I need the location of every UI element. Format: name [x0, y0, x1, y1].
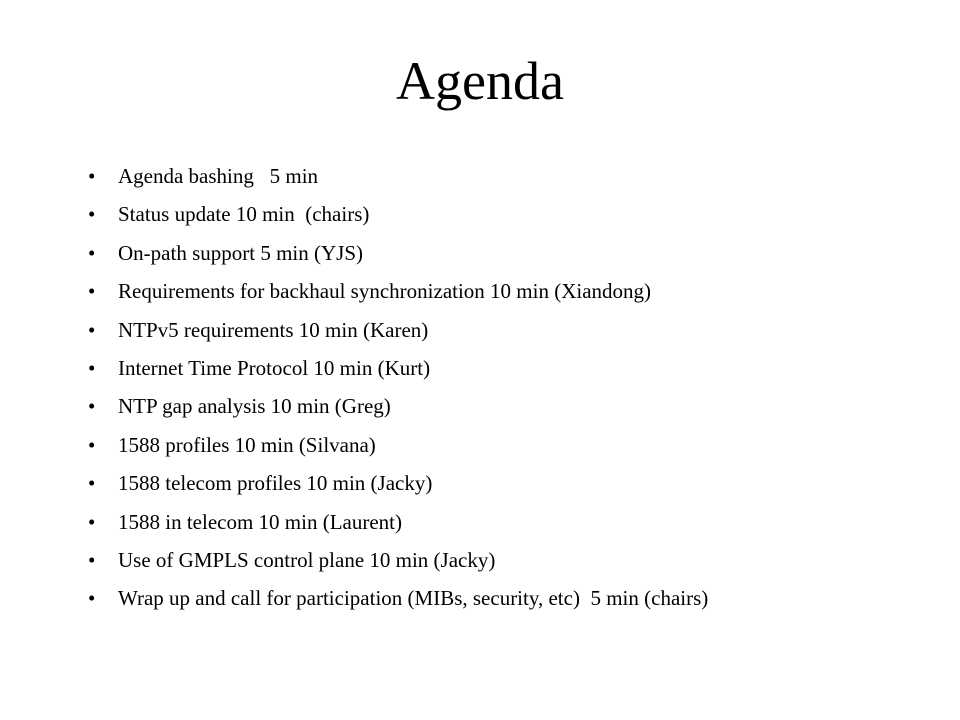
agenda-item [88, 314, 429, 352]
bullet-icon: • [88, 586, 96, 611]
agenda-item-text: Internet Time Protocol 10 min (Kurt) [118, 355, 431, 380]
agenda-list [88, 160, 709, 621]
agenda-item-text: NTP gap analysis 10 min (Greg) [118, 394, 391, 419]
bullet-icon: • [88, 509, 96, 534]
agenda-item [88, 390, 391, 428]
agenda-item [88, 506, 403, 544]
agenda-item-text: Requirements for backhaul synchronization 10 min (Xiandong) [118, 279, 652, 304]
bullet-icon: • [88, 432, 96, 457]
bullet-icon: • [88, 394, 96, 419]
agenda-item [88, 429, 376, 467]
agenda-item [88, 467, 433, 505]
bullet-icon: • [88, 279, 96, 304]
agenda-item [88, 237, 363, 275]
agenda-item [88, 198, 370, 236]
bullet-icon: • [88, 164, 96, 188]
agenda-item-text: On-path support 5 min (YJS) [118, 240, 363, 265]
bullet-icon: • [88, 202, 96, 227]
agenda-item-text: 1588 profiles 10 min (Silvana) [118, 432, 376, 457]
bullet-icon: • [88, 355, 96, 380]
agenda-item-text: NTPv5 requirements 10 min (Karen) [118, 317, 429, 342]
bullet-icon: • [88, 240, 96, 265]
bullet-icon: • [88, 547, 96, 572]
agenda-item-text: 1588 telecom profiles 10 min (Jacky) [118, 471, 433, 496]
agenda-item [88, 352, 431, 390]
agenda-item [88, 275, 652, 313]
agenda-item-text: Use of GMPLS control plane 10 min (Jacky) [118, 547, 496, 572]
agenda-item [88, 582, 709, 620]
agenda-item-text: Wrap up and call for participation (MIBs, security, etc) 5 min (chairs) [118, 586, 709, 611]
agenda-item-text: 1588 in telecom 10 min (Laurent) [118, 509, 403, 534]
slide-title: Agenda [396, 51, 564, 111]
agenda-item [88, 544, 496, 582]
agenda-item [88, 160, 319, 198]
agenda-item-text: Agenda bashing 5 min [118, 164, 319, 188]
agenda-item-text: Status update 10 min (chairs) [118, 202, 370, 227]
bullet-icon: • [88, 471, 96, 496]
bullet-icon: • [88, 317, 96, 342]
